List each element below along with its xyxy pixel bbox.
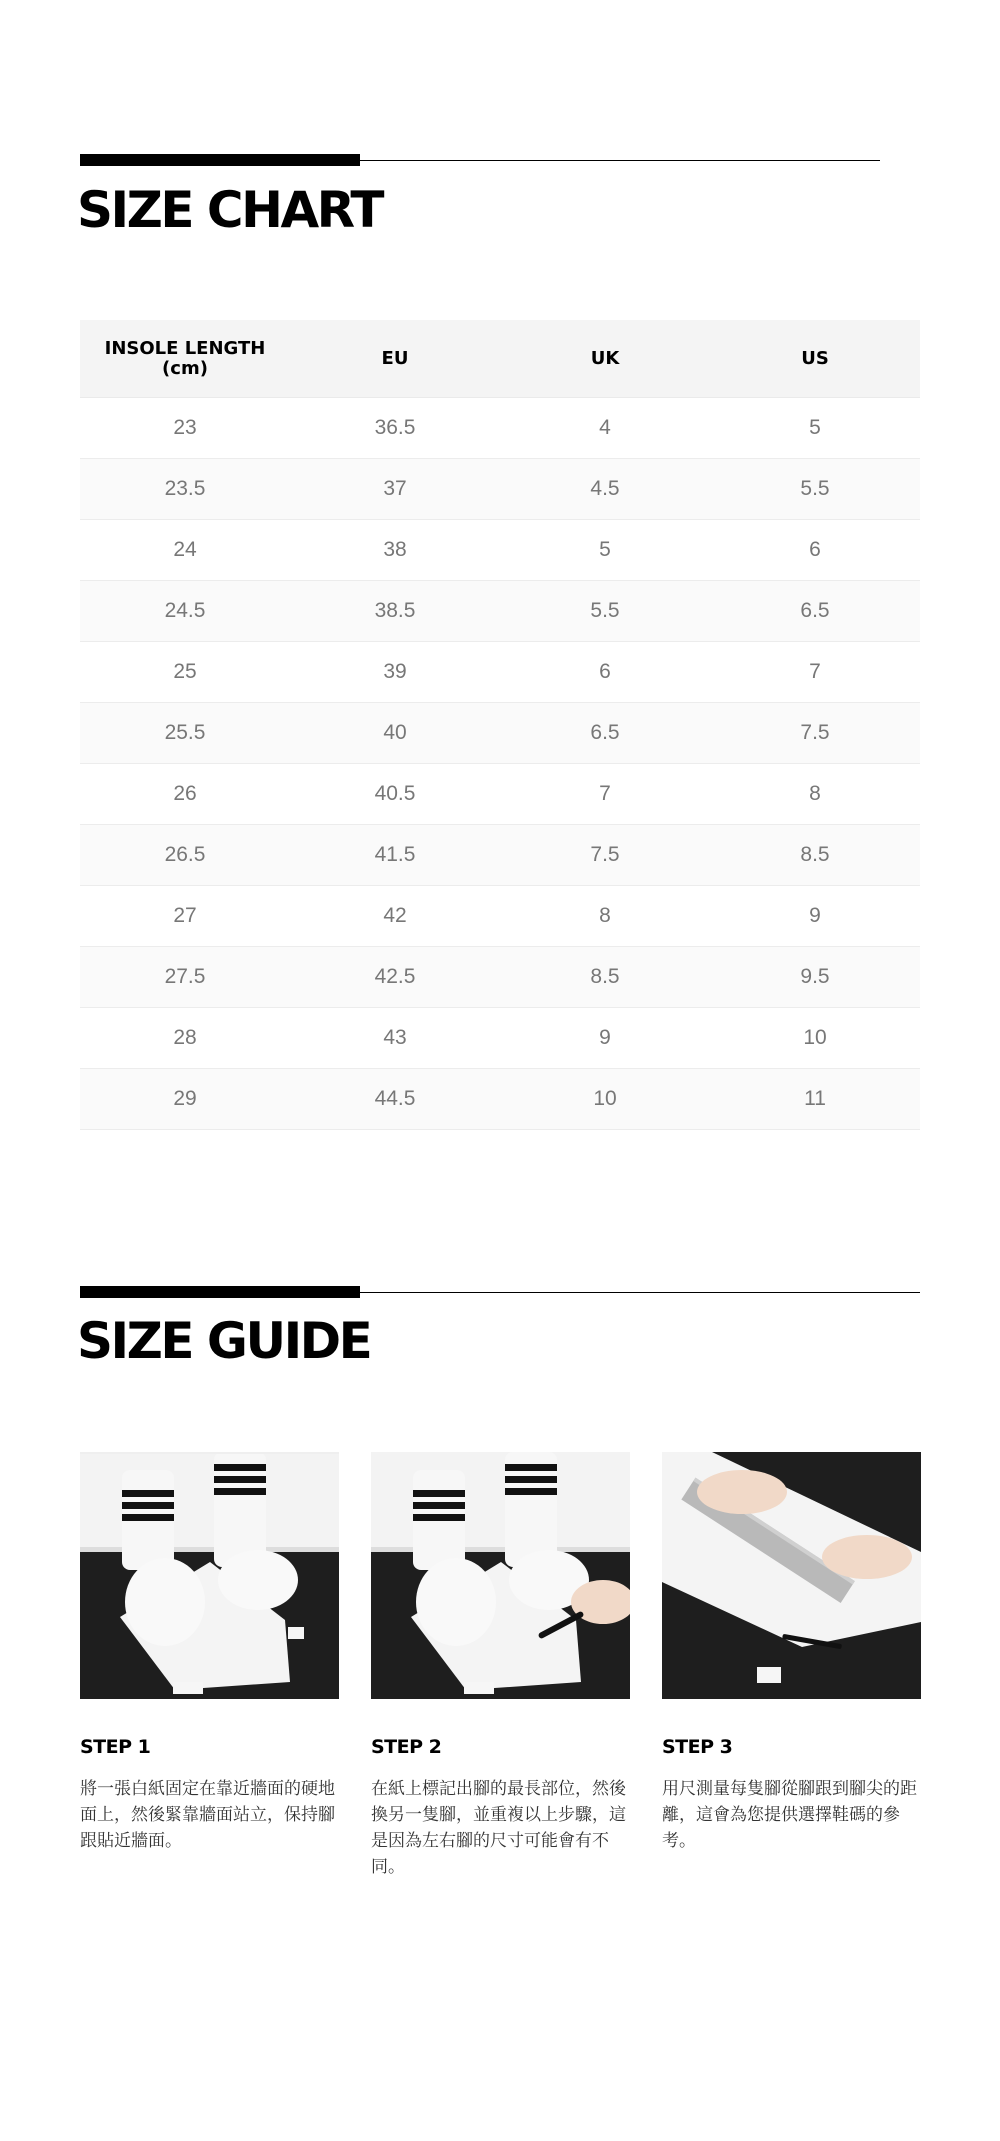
cell-us: 5.5 [710,459,920,520]
table-row [80,459,920,520]
cell-eu: 41.5 [290,825,500,886]
header-uk: UK [500,320,710,398]
cell-eu: 40 [290,703,500,764]
cell-insole-length: 28 [80,1008,290,1069]
cell-eu: 42.5 [290,947,500,1008]
table-row [80,398,920,459]
cell-us: 10 [710,1008,920,1069]
cell-insole-length: 24 [80,520,290,581]
table-row [80,764,920,825]
cell-uk: 4 [500,398,710,459]
cell-us: 6 [710,520,920,581]
table-row [80,825,920,886]
cell-insole-length: 27.5 [80,947,290,1008]
cell-us: 9 [710,886,920,947]
cell-insole-length: 25.5 [80,703,290,764]
cell-eu: 36.5 [290,398,500,459]
header-insole-length-unit: (cm) [162,357,208,379]
cell-uk: 6.5 [500,703,710,764]
table-row [80,642,920,703]
header-insole-length-label: INSOLE LENGTH [104,337,266,359]
step-2-description: 在紙上標記出腳的最長部位，然後換另一隻腳，並重複以上步驟，這是因為左右腳的尺寸可能會有不同。 [371,1779,626,1877]
cell-eu: 44.5 [290,1069,500,1130]
step-2-label: STEP 2 [371,1736,442,1758]
cell-insole-length: 23.5 [80,459,290,520]
step-3-photo [662,1452,921,1699]
cell-insole-length: 29 [80,1069,290,1130]
table-row [80,1008,920,1069]
step-1-description: 將一張白紙固定在靠近牆面的硬地面上，然後緊靠牆面站立，保持腳跟貼近牆面。 [80,1779,335,1851]
cell-us: 9.5 [710,947,920,1008]
size-chart-divider-accent [80,154,360,166]
cell-eu: 42 [290,886,500,947]
table-row [80,520,920,581]
cell-eu: 39 [290,642,500,703]
cell-insole-length: 27 [80,886,290,947]
size-chart-table [80,320,920,1130]
cell-eu: 43 [290,1008,500,1069]
cell-insole-length: 25 [80,642,290,703]
size-guide-title: SIZE GUIDE [77,1312,371,1370]
cell-insole-length: 23 [80,398,290,459]
step-1 [80,1452,339,1854]
step-1-illustration [80,1452,339,1699]
step-2-photo [371,1452,630,1699]
cell-eu: 37 [290,459,500,520]
cell-uk: 10 [500,1069,710,1130]
step-3-illustration [662,1452,921,1699]
cell-uk: 8 [500,886,710,947]
cell-eu: 38 [290,520,500,581]
header-eu: EU [290,320,500,398]
cell-uk: 8.5 [500,947,710,1008]
cell-uk: 5 [500,520,710,581]
table-header-row [80,320,920,398]
cell-us: 5 [710,398,920,459]
cell-uk: 7 [500,764,710,825]
size-chart-title: SIZE CHART [77,181,383,239]
size-guide-divider-accent [80,1286,360,1298]
cell-eu: 40.5 [290,764,500,825]
table-row [80,581,920,642]
cell-us: 6.5 [710,581,920,642]
cell-uk: 7.5 [500,825,710,886]
cell-insole-length: 26 [80,764,290,825]
step-3-description: 用尺測量每隻腳從腳跟到腳尖的距離，這會為您提供選擇鞋碼的參考。 [662,1779,917,1851]
table-row [80,703,920,764]
step-3 [662,1452,921,1854]
table-row [80,886,920,947]
size-guide-divider [80,1292,920,1293]
cell-us: 7.5 [710,703,920,764]
cell-us: 8 [710,764,920,825]
cell-us: 8.5 [710,825,920,886]
table-row [80,947,920,1008]
step-3-label: STEP 3 [662,1736,733,1758]
cell-us: 11 [710,1069,920,1130]
size-chart-divider [80,160,880,161]
cell-eu: 38.5 [290,581,500,642]
cell-uk: 4.5 [500,459,710,520]
table-row [80,1069,920,1130]
step-1-label: STEP 1 [80,1736,151,1758]
cell-uk: 6 [500,642,710,703]
cell-us: 7 [710,642,920,703]
header-insole-length [80,320,290,398]
step-1-photo [80,1452,339,1699]
step-2-illustration [371,1452,630,1699]
cell-uk: 5.5 [500,581,710,642]
cell-insole-length: 26.5 [80,825,290,886]
cell-uk: 9 [500,1008,710,1069]
step-2 [371,1452,630,1880]
cell-insole-length: 24.5 [80,581,290,642]
header-us: US [710,320,920,398]
